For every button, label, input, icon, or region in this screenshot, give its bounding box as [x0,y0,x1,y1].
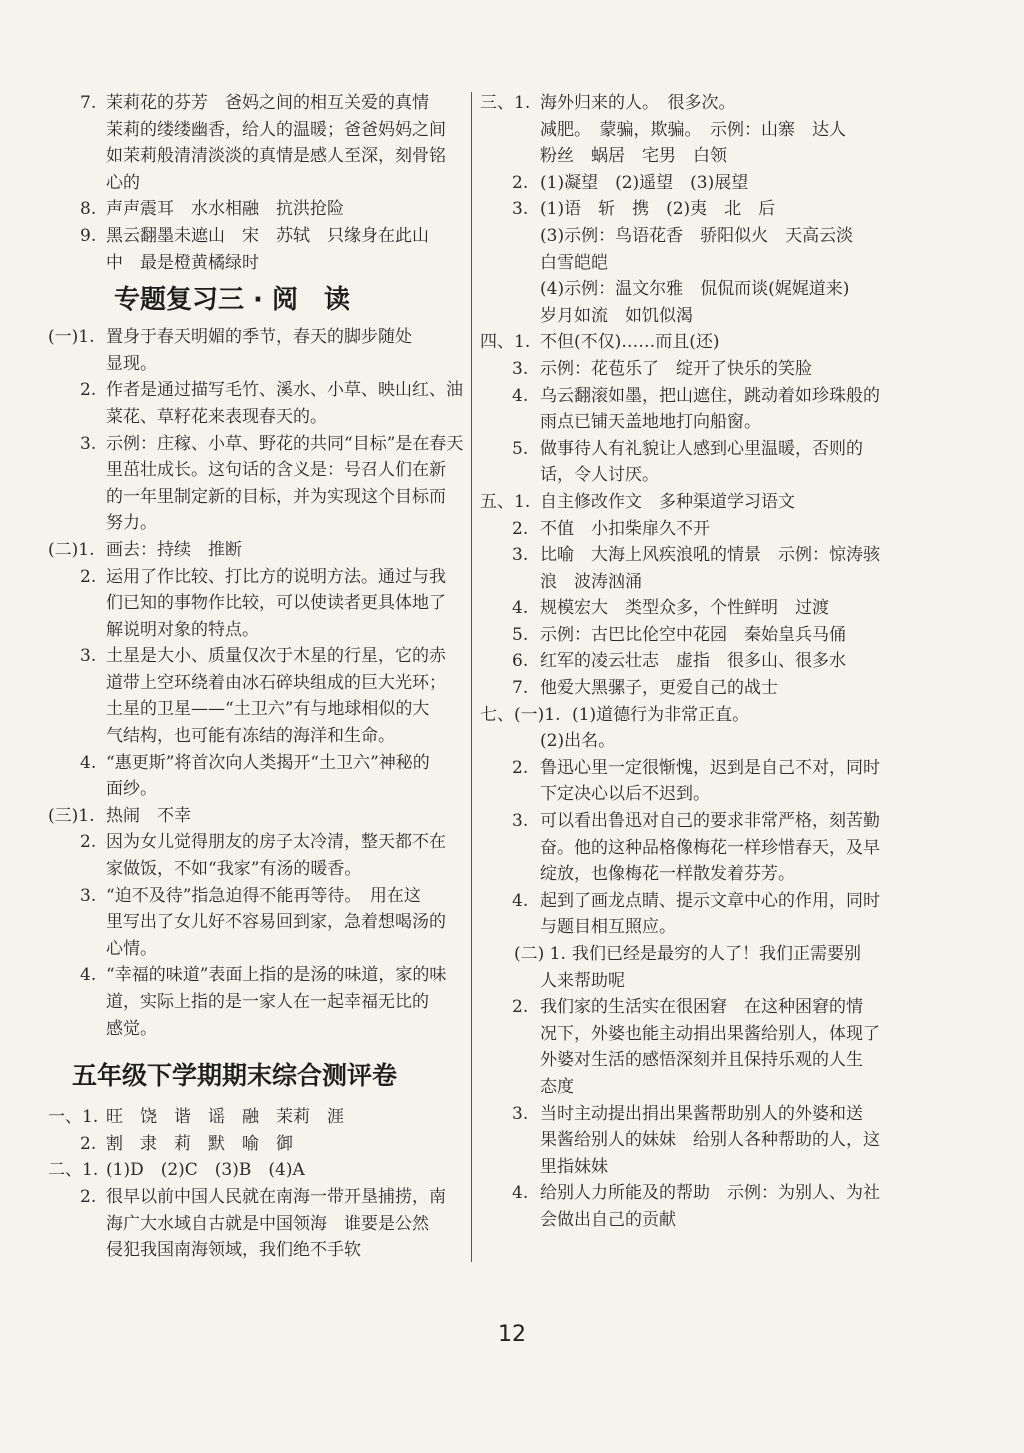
answer-line [480,755,900,782]
answer-text: 奋。他的这种品格像梅花一样珍惜春天，及早 [540,837,880,858]
answer-line [48,936,466,963]
answer-label: (二)1. [48,539,95,560]
answer-label: 2. [80,832,97,853]
answer-line [480,276,900,303]
answer-text: 示例：花苞乐了 绽开了快乐的笑脸 [540,358,812,379]
answer-text: (1)凝望 (2)遥望 (3)展望 [540,172,749,193]
answer-label: 2. [80,566,97,587]
answer-line [48,510,466,537]
answer-block-reading [48,324,466,1042]
answer-line [480,329,900,356]
answer-text: “幸福的味道”表面上指的是汤的味道，家的味 [106,965,447,986]
answer-text: 茉莉花的芬芳 爸妈之间的相互关爱的真情 [106,93,429,113]
answer-text: 外婆对生活的感悟深刻并且保持乐观的人生 [540,1050,863,1071]
answer-line [480,968,900,995]
answer-line [48,537,466,564]
answer-line [480,170,900,197]
answer-text: 茉莉的缕缕幽香，给人的温暖；爸爸妈妈之间 [106,119,446,140]
answer-line [48,1016,466,1043]
answer-line [48,856,466,883]
answer-line [480,1180,900,1207]
answer-label: 4. [512,385,529,406]
answer-line [48,1157,466,1184]
answer-line [480,702,900,729]
answer-line [48,351,466,378]
answer-line [480,941,900,968]
answer-line [480,888,900,915]
answer-line [48,590,466,617]
answer-text: 里指妹妹 [540,1156,608,1177]
answer-text: 他爱大黑骡子，更爱自己的战士 [540,678,778,699]
answer-text: 白雪皑皑 [540,252,608,273]
answer-line [48,909,466,936]
answer-text: 态度 [540,1076,574,1097]
answer-label: (二) 1. [514,944,566,964]
answer-text: 旺 饶 谐 谣 融 茉莉 涯 [106,1107,344,1128]
answer-line [480,462,900,489]
answer-text: 作者是通过描写毛竹、溪水、小草、映山红、油 [106,380,463,401]
answer-line [48,250,466,277]
answer-text: (1)D (2)C (3)B (4)A [106,1160,305,1181]
answer-text: 粉丝 蜗居 宅男 白领 [540,146,727,167]
answer-text: 示例：庄稼、小草、野花的共同“目标”是在春天 [106,433,464,454]
answer-line [480,489,900,516]
answer-line [480,356,900,383]
answer-label: 4. [512,598,529,619]
answer-label: 4. [80,752,97,773]
answer-line [480,914,900,941]
answer-text: 如茉莉般清清淡淡的真情是感人至深，刻骨铭 [106,146,446,167]
answer-line [480,569,900,596]
answer-text: 果酱给别人的妹妹 给别人各种帮助的人，这 [540,1130,880,1151]
answer-text: 示例：古巴比伦空中花园 秦始皇兵马俑 [540,624,846,645]
answer-text: 努力。 [106,513,157,534]
answer-text: (4)示例：温文尔雅 侃侃而谈(娓娓道来) [540,279,850,300]
answer-line [480,436,900,463]
answer-text: 割 隶 莉 默 喻 御 [106,1133,293,1154]
answer-label: 2. [80,1133,97,1154]
answer-line [48,324,466,351]
answer-text: 心情。 [106,938,157,959]
answer-line [48,223,466,250]
answer-line [480,303,900,330]
answer-text: 雨点已铺天盖地地打向船窗。 [540,412,761,433]
answer-text: 心的 [106,172,140,193]
answer-label: 6. [512,651,529,672]
answer-text: 中 最是橙黄橘绿时 [106,252,259,273]
answer-line [480,648,900,675]
answer-text: 道，实际上指的是一家人在一起幸福无比的 [106,992,429,1012]
answer-text: 不但(不仅)……而且(还) [540,332,720,353]
answer-text: 给别人力所能及的帮助 示例：为别人、为社 [540,1183,880,1204]
answer-label: 5. [512,624,529,645]
answer-text: 土星是大小、质量仅次于木星的行星，它的赤 [106,646,446,667]
answer-label: 3. [80,433,97,454]
answer-line [480,622,900,649]
answer-text: (3)示例：鸟语花香 骄阳似火 天高云淡 [540,225,854,246]
answer-label: 3. [80,885,97,906]
answer-text: 们已知的事物作比较，可以使读者更具体地了 [106,593,446,614]
answer-text: 土星的卫星——“土卫六”有与地球相似的大 [106,699,430,720]
answer-text: 当时主动提出捐出果酱帮助别人的外婆和送 [540,1103,863,1124]
answer-text: 侵犯我国南海领域，我们绝不手软 [106,1240,361,1261]
answer-line [48,170,466,197]
answer-text: 下定决心以后不迟到。 [540,784,710,805]
answer-text: 因为女儿觉得朋友的房子太冷清，整天都不在 [106,832,446,853]
answer-line [48,564,466,591]
answer-line [48,776,466,803]
answer-text: 置身于春天明媚的季节，春天的脚步随处 [106,327,412,348]
answer-label: 七、(一)1. [480,704,561,725]
answer-block-poetry [48,90,466,276]
answer-line [48,989,466,1016]
answer-line [480,90,900,117]
answer-text: (2)出名。 [540,731,616,752]
answer-line [48,670,466,697]
answer-line [480,728,900,755]
answer-label: 一、1. [48,1107,99,1128]
section-heading-reading: 专题复习三 · 阅 读 [114,285,350,316]
answer-label: 9. [80,225,97,246]
answer-line [48,829,466,856]
answer-text: 海外归来的人。 很多次。 [540,93,736,113]
answer-label: 三、1. [480,93,531,113]
answer-text: 我们已经是最穷的人了！我们正需要别 [572,944,861,964]
answer-label: 3. [512,545,529,566]
answer-line [480,1047,900,1074]
answer-text: 道带上空环绕着由冰石碎块组成的巨大光环； [106,672,446,693]
column-divider [471,92,472,1262]
answer-line [480,516,900,543]
answer-label: 3. [512,199,529,220]
answer-line [48,196,466,223]
answer-text: 声声震耳 水水相融 抗洪抢险 [106,199,344,220]
answer-text: 与题目相互照应。 [540,917,676,938]
answer-text: 不值 小扣柴扉久不开 [540,518,710,539]
answer-line [480,1127,900,1154]
answer-text: 画去：持续 推断 [106,539,242,560]
answer-text: 做事待人有礼貌让人感到心里温暖，否则的 [540,438,863,459]
answer-text: 黑云翻墨未遮山 宋 苏轼 只缘身在此山 [106,225,429,246]
answer-line [48,143,466,170]
answer-text: 我们家的生活实在很困窘 在这种困窘的情 [540,997,863,1018]
answer-label: 二、1. [48,1160,99,1181]
answer-line [48,617,466,644]
section-heading-final-exam: 五年级下学期期末综合测评卷 [72,1061,398,1091]
answer-text: (1)语 斩 携 (2)夷 北 后 [540,199,776,220]
answer-line [480,595,900,622]
answer-label: 5. [512,438,529,459]
answer-line [48,431,466,458]
answer-line [48,377,466,404]
answer-line [480,835,900,862]
answer-text: 热闹 不幸 [106,805,191,826]
answer-text: 的一年里制定新的目标，并为实现这个目标而 [106,486,446,507]
answer-text: 自主修改作文 多种渠道学习语文 [540,491,795,512]
page-number: 12 [498,1322,526,1347]
answer-text: 会做出自己的贡献 [540,1209,676,1230]
answer-line [48,803,466,830]
answer-text: 比喻 大海上风疾浪吼的情景 示例：惊涛骇 [540,545,880,566]
answer-text: 感觉。 [106,1018,157,1039]
answer-label: (一)1. [48,327,95,348]
answer-label: 2. [80,380,97,401]
answer-text: 菜花、草籽花来表现春天的。 [106,406,327,427]
answer-line [48,457,466,484]
answer-text: 可以看出鲁迅对自己的要求非常严格，刻苦勤 [540,811,880,832]
answer-label: 8. [80,199,97,220]
answer-label: 2. [512,757,529,778]
answer-label: 7. [512,678,529,699]
answer-text: 岁月如流 如饥似渴 [540,305,693,326]
answer-block-exam-continued [480,90,900,1234]
answer-line [480,250,900,277]
answer-line [480,1021,900,1048]
answer-label: 3. [512,811,529,832]
answer-label: 2. [512,172,529,193]
answer-line [480,675,900,702]
right-column [480,90,900,1234]
answer-text: 起到了画龙点睛、提示文章中心的作用，同时 [540,890,880,911]
answer-text: 里写出了女儿好不容易回到家，急着想喝汤的 [106,912,446,933]
answer-line [480,781,900,808]
answer-line [480,1207,900,1234]
answer-label: 2. [80,1186,97,1207]
answer-text: 解说明对象的特点。 [106,619,259,640]
left-column [48,90,466,1264]
answer-block-exam [48,1104,466,1264]
answer-label: 五、1. [480,491,531,512]
answer-line [480,542,900,569]
answer-text: 海广大水域自古就是中国领海 谁要是公然 [106,1213,429,1234]
answer-text: 里茁壮成长。这句话的含义是：号召人们在新 [106,460,446,481]
answer-line [480,861,900,888]
answer-line [480,383,900,410]
answer-text: “惠更斯”将首次向人类揭开“土卫六”神秘的 [106,752,430,773]
answer-line [48,404,466,431]
answer-text: 人来帮助呢 [540,970,625,991]
answer-line [480,196,900,223]
answer-line [48,750,466,777]
answer-text: (1)道德行为非常正直。 [572,704,750,725]
answer-text: 话，令人讨厌。 [540,465,659,486]
answer-label: 3. [512,358,529,379]
answer-line [48,883,466,910]
answer-text: 乌云翻滚如墨，把山遮住，跳动着如珍珠般的 [540,385,880,406]
answer-text: 况下，外婆也能主动捐出果酱给别人，体现了 [540,1023,880,1044]
answer-label: 2. [512,997,529,1018]
answer-text: 浪 波涛汹涌 [540,571,642,592]
answer-label: 4. [512,890,529,911]
answer-line [480,808,900,835]
answer-label: 3. [80,646,97,667]
answer-text: 减肥。 蒙骗，欺骗。 示例：山寨 达人 [540,119,846,140]
answer-text: 家做饭，不如“我家”有汤的暖香。 [106,859,362,880]
answer-line [48,643,466,670]
answer-line [48,1131,466,1158]
answer-label: 2. [512,518,529,539]
answer-line [480,1074,900,1101]
answer-label: 四、1. [480,332,531,353]
answer-line [48,1211,466,1238]
answer-line [480,223,900,250]
answer-text: 绽放，也像梅花一样散发着芬芳。 [540,864,795,885]
answer-line [480,143,900,170]
answer-line [48,723,466,750]
answer-line [480,1154,900,1181]
answer-text: 红军的凌云壮志 虚指 很多山、很多水 [540,651,846,672]
answer-line [480,1101,900,1128]
answer-label: 3. [512,1103,529,1124]
answer-line [48,484,466,511]
answer-line [480,409,900,436]
answer-line [48,90,466,117]
answer-line [48,117,466,144]
answer-text: 规模宏大 类型众多，个性鲜明 过渡 [540,598,829,619]
answer-text: 显现。 [106,353,157,374]
answer-label: 4. [512,1183,529,1204]
answer-line [48,1184,466,1211]
answer-label: 4. [80,965,97,986]
answer-line [48,962,466,989]
answer-text: 很早以前中国人民就在南海一带开垦捕捞，南 [106,1186,446,1207]
answer-line [480,994,900,1021]
answer-text: “迫不及待”指急迫得不能再等待。 用在这 [106,885,421,906]
answer-label: (三)1. [48,805,95,826]
answer-text: 鲁迅心里一定很惭愧，迟到是自己不对，同时 [540,757,880,778]
answer-text: 气结构，也可能有冻结的海洋和生命。 [106,726,395,747]
answer-line [480,117,900,144]
answer-line [48,1237,466,1264]
answer-text: 面纱。 [106,779,157,800]
answer-line [48,1104,466,1131]
answer-line [48,696,466,723]
answer-text: 运用了作比较、打比方的说明方法。通过与我 [106,566,446,587]
answer-label: 7. [80,93,97,113]
